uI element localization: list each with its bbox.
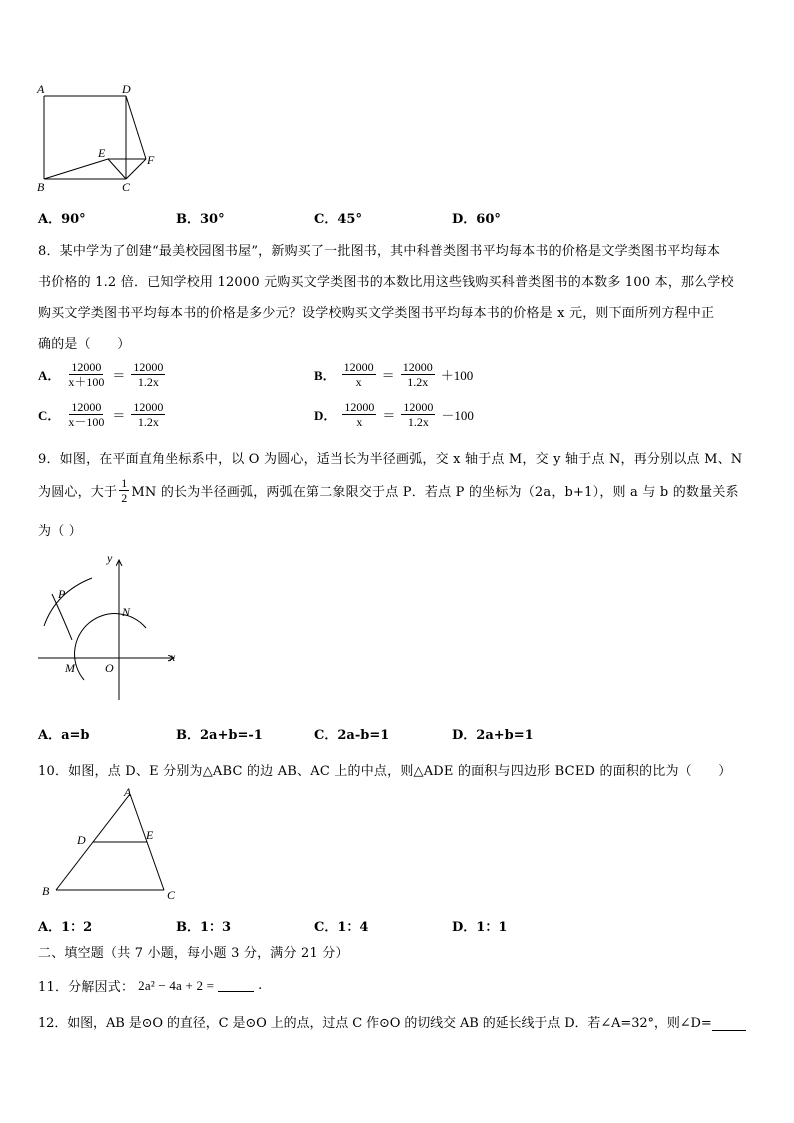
q7-option-a[interactable] [38, 208, 86, 227]
q9-label-P: P [58, 587, 66, 601]
equals-sign: ＝ [112, 368, 126, 383]
numerator: 12000 [403, 400, 434, 414]
option-tail: －100 [441, 408, 474, 423]
q12-answer-blank[interactable] [712, 1018, 746, 1031]
option-label: B． [176, 920, 200, 935]
option-text: 2a+b=1 [476, 728, 534, 743]
equals-sign: ＝ [112, 408, 126, 423]
section-heading-fill-in: 二、填空题（共 7 小题，每小题 3 分，满分 21 分） [38, 946, 349, 961]
q8-option-c[interactable] [38, 400, 171, 429]
q10-label-C: C [167, 888, 176, 902]
option-label: A． [38, 920, 62, 935]
q9-line-1: 9．如图，在平面直角坐标系中，以 O 为圆心，适当长为半径画弧，交 x 轴于点 M，交 y 轴于点 N，再分别以点 M、N [38, 452, 743, 467]
option-text: 30° [200, 212, 225, 227]
q11-answer-blank[interactable] [218, 979, 254, 992]
q9-label-y: y [107, 551, 113, 565]
option-label: D． [314, 408, 337, 423]
option-label: D． [452, 212, 477, 227]
option-label: C． [314, 212, 338, 227]
q9-label-x: x [170, 650, 176, 664]
q10-option-a[interactable] [38, 916, 92, 935]
q9-line-3: 为（ ） [38, 524, 82, 539]
numerator: 12000 [133, 400, 164, 414]
q12-text: 12．如图，AB 是⊙O 的直径，C 是⊙O 上的点，过点 C 作⊙O 的切线交 AB 的延长线于点 D．若∠A=32°，则∠D= [38, 1016, 712, 1031]
denominator: 1.2x [407, 415, 429, 429]
q10-label-A: A [124, 785, 132, 799]
q8-option-b[interactable] [314, 360, 473, 389]
denominator: 2 [121, 491, 128, 505]
option-text: 1：4 [337, 920, 369, 935]
denominator: x＋100 [68, 375, 105, 389]
option-text: 45° [337, 212, 362, 227]
q12-line [38, 1012, 746, 1031]
q9-figure [34, 548, 184, 704]
q7-label-D: D [122, 82, 131, 96]
q11-line [38, 976, 262, 995]
numerator: 1 [121, 476, 128, 490]
option-text: 1：1 [476, 920, 508, 935]
denominator: x [355, 375, 362, 389]
q7-label-F: F [147, 153, 155, 167]
option-label: B． [176, 212, 200, 227]
option-text: 90° [61, 212, 86, 227]
fraction [401, 360, 435, 389]
numerator: 12000 [71, 360, 102, 374]
q11-expression: 2a² − 4a + 2 = [138, 977, 215, 993]
option-label: B． [314, 368, 336, 383]
option-text: 60° [476, 212, 501, 227]
denominator: 1.2x [407, 375, 429, 389]
option-text: 1：3 [200, 920, 232, 935]
option-label: C． [314, 920, 338, 935]
option-label: B． [176, 728, 200, 743]
fraction [342, 400, 376, 429]
fraction [131, 400, 165, 429]
q9-line-2 [38, 476, 739, 505]
q10-figure [34, 784, 184, 906]
q7-option-b[interactable] [176, 208, 225, 227]
fraction [342, 360, 376, 389]
option-text: a=b [61, 728, 90, 743]
q9-label-N: N [122, 605, 131, 619]
option-label: C． [38, 408, 61, 423]
option-text: 1：2 [61, 920, 93, 935]
q9-line-2-start: 为圆心，大于 [38, 485, 118, 500]
denominator: x [356, 415, 363, 429]
q9-line-2-end: MN 的长为半径画弧，两弧在第二象限交于点 P．若点 P 的坐标为（2a，b+1），则 a 与 b 的数量关系 [131, 485, 739, 500]
fraction-one-half [119, 476, 129, 505]
q8-line-3: 购买文学类图书平均每本书的价格是多少元？设学校购买文学类图书平均每本书的价格是 x 元，则下面所列方程中正 [38, 306, 715, 321]
q9-label-M: M [65, 661, 75, 675]
q10-option-b[interactable] [176, 916, 231, 935]
q7-label-B: B [37, 180, 45, 194]
q7-option-c[interactable] [314, 208, 362, 227]
option-label: C． [314, 728, 338, 743]
denominator: x－100 [68, 415, 105, 429]
q9-option-d[interactable] [452, 724, 534, 743]
option-label: D． [452, 728, 477, 743]
q9-option-a[interactable] [38, 724, 90, 743]
q8-line-1: 8．某中学为了创建“最美校园图书屋”，新购买了一批图书，其中科普类图书平均每本书的价格是文学类图书平均每本 [38, 244, 721, 259]
fraction [131, 360, 165, 389]
numerator: 12000 [343, 360, 374, 374]
q8-option-d[interactable] [314, 400, 474, 429]
q7-label-C: C [122, 180, 131, 194]
numerator: 12000 [344, 400, 375, 414]
q8-line-2: 书价格的 1.2 倍．已知学校用 12000 元购买文学类图书的本数比用这些钱购买科普类图书的本数多 100 本，那么学校 [38, 275, 734, 290]
q10-label-D: D [77, 833, 86, 847]
option-tail: ＋100 [440, 368, 474, 383]
equals-sign: ＝ [381, 368, 395, 383]
q11-prefix: 11．分解因式： [38, 980, 135, 995]
q7-figure [34, 82, 164, 194]
fraction [66, 400, 106, 429]
numerator: 12000 [133, 360, 164, 374]
q11-suffix: . [258, 978, 263, 993]
q9-label-O: O [105, 661, 114, 675]
option-label: D． [452, 920, 477, 935]
option-label: A． [38, 728, 62, 743]
q10-label-B: B [42, 884, 50, 898]
q8-option-a[interactable] [38, 360, 171, 389]
numerator: 12000 [71, 400, 102, 414]
q10-option-d[interactable] [452, 916, 507, 935]
q9-option-c[interactable] [314, 724, 389, 743]
fraction [401, 400, 435, 429]
fraction [66, 360, 106, 389]
q10-option-c[interactable] [314, 916, 368, 935]
option-label: A． [38, 212, 62, 227]
q10-label-E: E [146, 828, 154, 842]
denominator: 1.2x [137, 415, 159, 429]
q9-option-b[interactable] [176, 724, 263, 743]
numerator: 12000 [402, 360, 433, 374]
q7-option-d[interactable] [452, 208, 501, 227]
equals-sign: ＝ [382, 408, 396, 423]
option-label: A． [38, 368, 61, 383]
option-text: 2a+b=-1 [200, 728, 263, 743]
q7-label-E: E [98, 146, 106, 160]
q10-line-1: 10．如图，点 D、E 分别为△ABC 的边 AB、AC 上的中点，则△ADE 的面积与四边形 BCED 的面积的比为（ ） [38, 764, 732, 779]
q8-line-4: 确的是（ ） [38, 337, 131, 352]
denominator: 1.2x [137, 375, 159, 389]
option-text: 2a-b=1 [337, 728, 390, 743]
q7-label-A: A [37, 82, 45, 96]
